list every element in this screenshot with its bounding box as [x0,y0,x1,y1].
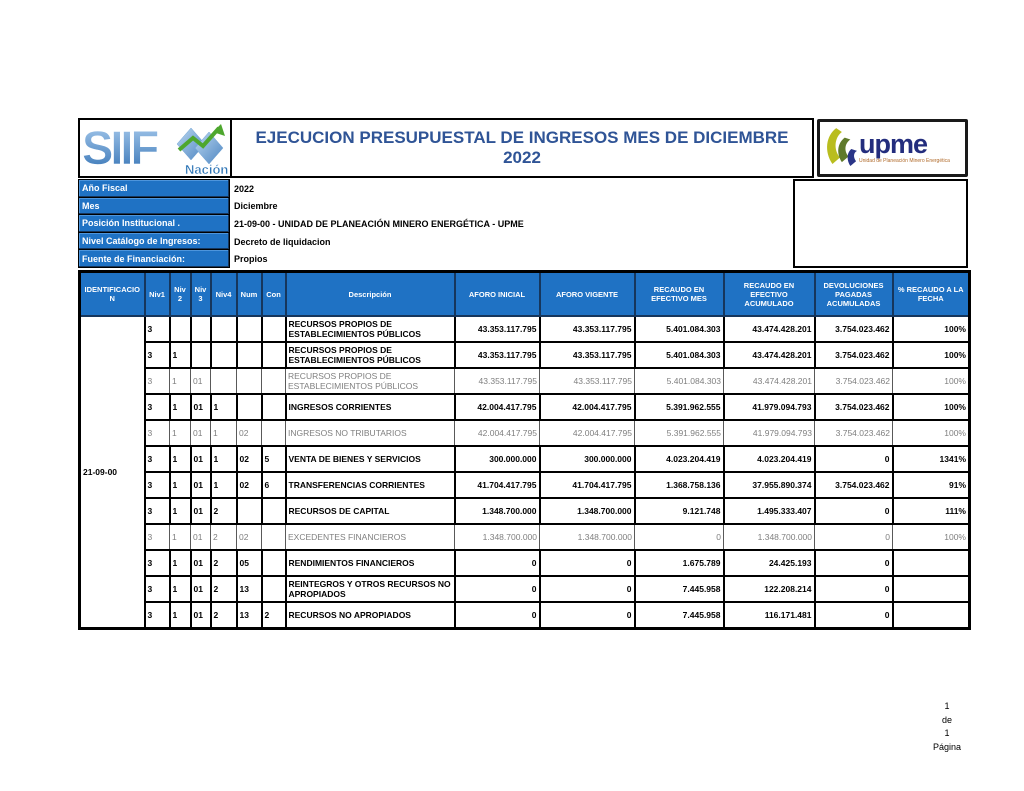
cell-devoluciones: 0 [815,576,893,602]
cell-niv4: 2 [211,498,237,524]
cell-recaudo-acumulado: 43.474.428.201 [724,316,815,342]
cell-pct-recaudo: 111% [893,498,970,524]
cell-niv3: 01 [191,368,211,394]
cell-niv3: 01 [191,550,211,576]
cell-pct-recaudo: 100% [893,368,970,394]
table-body [80,316,970,628]
metadata-row-nivel-catalogo [78,233,793,251]
cell-niv2: 1 [170,550,191,576]
cell-devoluciones: 3.754.023.462 [815,368,893,394]
cell-recaudo-acumulado: 37.955.890.374 [724,472,815,498]
cell-aforo-inicial: 42.004.417.795 [455,420,540,446]
cell-aforo-vigente: 43.353.117.795 [540,316,635,342]
cell-recaudo-mes: 5.401.084.303 [635,368,724,394]
cell-devoluciones: 3.754.023.462 [815,342,893,368]
cell-pct-recaudo: 100% [893,420,970,446]
cell-descripcion: TRANSFERENCIAS CORRIENTES [286,472,455,498]
cell-niv3: 01 [191,576,211,602]
cell-niv1: 3 [145,368,170,394]
cell-niv2: 1 [170,498,191,524]
cell-niv2: 1 [170,394,191,420]
cell-descripcion: VENTA DE BIENES Y SERVICIOS [286,446,455,472]
cell-niv3 [191,316,211,342]
siif-logo-text: SIIF [82,121,157,174]
metadata-label: Mes [78,197,230,216]
cell-niv3: 01 [191,446,211,472]
cell-descripcion: RECURSOS PROPIOS DE ESTABLECIMIENTOS PÚBLICOS [286,342,455,368]
cell-niv3: 01 [191,602,211,628]
identification-cell: 21-09-00 [80,316,145,628]
cell-recaudo-acumulado: 43.474.428.201 [724,342,815,368]
cell-pct-recaudo: 91% [893,472,970,498]
cell-pct-recaudo: 100% [893,342,970,368]
metadata-value: Diciembre [234,201,278,212]
cell-num [237,368,262,394]
cell-con [262,576,286,602]
page-number-current: 1 [944,701,950,711]
table-row [80,550,970,576]
cell-niv1: 3 [145,446,170,472]
cell-niv4 [211,368,237,394]
cell-aforo-inicial: 300.000.000 [455,446,540,472]
cell-niv2: 1 [170,420,191,446]
cell-recaudo-mes: 9.121.748 [635,498,724,524]
cell-niv4 [211,342,237,368]
cell-niv4: 2 [211,524,237,550]
page-title: EJECUCION PRESUPUESTAL DE INGRESOS MES DE DICIEMBRE 2022 [255,128,789,167]
cell-pct-recaudo [893,602,970,628]
cell-num: 13 [237,602,262,628]
metadata-value: 21-09-00 - UNIDAD DE PLANEACIÓN MINERO ENERGÉTICA - UPME [234,218,524,229]
table-row [80,368,970,394]
upme-wordmark [859,129,950,164]
table-row [80,420,970,446]
column-header-niv3: Niv 3 [191,272,211,317]
cell-devoluciones: 3.754.023.462 [815,420,893,446]
cell-pct-recaudo [893,576,970,602]
cell-devoluciones: 0 [815,498,893,524]
metadata-row-ano-fiscal [78,180,793,198]
cell-con [262,550,286,576]
cell-descripcion: RECURSOS NO APROPIADOS [286,602,455,628]
cell-con [262,368,286,394]
cell-aforo-vigente: 300.000.000 [540,446,635,472]
cell-devoluciones: 0 [815,446,893,472]
metadata-value: Decreto de liquidacion [234,236,331,247]
cell-pct-recaudo: 100% [893,316,970,342]
table-row [80,316,970,342]
cell-recaudo-mes: 0 [635,524,724,550]
cell-niv1: 3 [145,550,170,576]
cell-num [237,394,262,420]
table-row [80,342,970,368]
cell-aforo-vigente: 0 [540,550,635,576]
cell-aforo-vigente: 0 [540,602,635,628]
cell-niv3 [191,342,211,368]
cell-descripcion: EXCEDENTES FINANCIEROS [286,524,455,550]
cell-niv2: 1 [170,602,191,628]
cell-niv2: 1 [170,368,191,394]
cell-niv4: 2 [211,576,237,602]
cell-con: 5 [262,446,286,472]
cell-recaudo-acumulado: 1.495.333.407 [724,498,815,524]
cell-niv2: 1 [170,342,191,368]
cell-recaudo-acumulado: 43.474.428.201 [724,368,815,394]
cell-num [237,316,262,342]
cell-niv2: 1 [170,446,191,472]
cell-recaudo-acumulado: 1.348.700.000 [724,524,815,550]
cell-descripcion: RECURSOS PROPIOS DE ESTABLECIMIENTOS PÚBLICOS [286,368,455,394]
cell-num: 02 [237,524,262,550]
cell-descripcion: RECURSOS PROPIOS DE ESTABLECIMIENTOS PÚBLICOS [286,316,455,342]
siif-logo-graphic [81,120,229,176]
metadata-row-mes [78,198,793,216]
cell-con: 6 [262,472,286,498]
cell-num: 02 [237,446,262,472]
metadata-label: Año Fiscal [78,179,230,198]
cell-descripcion: INGRESOS CORRIENTES [286,394,455,420]
cell-recaudo-mes: 5.391.962.555 [635,420,724,446]
cell-recaudo-acumulado: 122.208.214 [724,576,815,602]
table-row [80,602,970,628]
page-label: Página [932,741,962,752]
cell-niv3: 01 [191,420,211,446]
column-header-recaudo-acumulado: RECAUDO EN EFECTIVO ACUMULADO [724,272,815,317]
cell-recaudo-mes: 5.401.084.303 [635,342,724,368]
cell-aforo-inicial: 0 [455,602,540,628]
cell-aforo-vigente: 42.004.417.795 [540,394,635,420]
cell-niv1: 3 [145,420,170,446]
cell-niv4: 1 [211,394,237,420]
cell-recaudo-acumulado: 41.979.094.793 [724,394,815,420]
cell-recaudo-acumulado: 4.023.204.419 [724,446,815,472]
metadata-label: Nivel Catálogo de Ingresos: [78,232,230,251]
cell-devoluciones: 0 [815,602,893,628]
cell-aforo-inicial: 1.348.700.000 [455,524,540,550]
column-header-recaudo-mes: RECAUDO EN EFECTIVO MES [635,272,724,317]
cell-aforo-vigente: 43.353.117.795 [540,342,635,368]
cell-aforo-vigente: 42.004.417.795 [540,420,635,446]
column-header-niv1: Niv1 [145,272,170,317]
cell-descripcion: REINTEGROS Y OTROS RECURSOS NO APROPIADOS [286,576,455,602]
cell-aforo-inicial: 43.353.117.795 [455,316,540,342]
cell-recaudo-acumulado: 41.979.094.793 [724,420,815,446]
cell-niv4: 1 [211,472,237,498]
cell-con [262,524,286,550]
cell-con [262,420,286,446]
page-of-label: de [941,714,952,725]
cell-con [262,394,286,420]
cell-num: 13 [237,576,262,602]
cell-recaudo-mes: 7.445.958 [635,576,724,602]
siif-mountains-icon [177,124,225,164]
cell-pct-recaudo [893,550,970,576]
cell-num [237,342,262,368]
cell-niv1: 3 [145,316,170,342]
column-header-aforo-inicial: AFORO INICIAL [455,272,540,317]
column-header-pct-recaudo: % RECAUDO A LA FECHA [893,272,970,317]
report-header-band [78,118,814,178]
cell-recaudo-mes: 1.675.789 [635,550,724,576]
cell-niv2: 1 [170,576,191,602]
cell-num: 05 [237,550,262,576]
metadata-value: 2022 [234,183,255,194]
cell-recaudo-acumulado: 24.425.193 [724,550,815,576]
column-header-aforo-vigente: AFORO VIGENTE [540,272,635,317]
cell-niv3: 01 [191,524,211,550]
cell-niv1: 3 [145,524,170,550]
cell-niv2: 1 [170,472,191,498]
cell-niv3: 01 [191,498,211,524]
metadata-label: Posición Institucional . [78,214,230,233]
cell-devoluciones: 0 [815,550,893,576]
cell-num [237,498,262,524]
column-header-descripcion: Descripción [286,272,455,317]
metadata-value: Propios [234,254,268,265]
cell-recaudo-mes: 5.391.962.555 [635,394,724,420]
metadata-row-posicion-institucional [78,215,793,233]
column-header-identificacion: IDENTIFICACION [80,272,145,317]
upme-logo [817,119,968,177]
cell-aforo-vigente: 1.348.700.000 [540,498,635,524]
metadata-row-fuente-financiacion [78,250,793,268]
cell-devoluciones: 0 [815,524,893,550]
table-header-row [80,272,970,317]
page-number-total: 1 [944,728,950,738]
cell-recaudo-mes: 4.023.204.419 [635,446,724,472]
cell-niv3: 01 [191,472,211,498]
cell-aforo-vigente: 43.353.117.795 [540,368,635,394]
cell-con: 2 [262,602,286,628]
cell-devoluciones: 3.754.023.462 [815,316,893,342]
column-header-devoluciones: DEVOLUCIONES PAGADAS ACUMULADAS [815,272,893,317]
cell-recaudo-mes: 1.368.758.136 [635,472,724,498]
cell-aforo-inicial: 1.348.700.000 [455,498,540,524]
metadata-label: Fuente de Financiación: [78,249,230,268]
upme-leaves-icon [823,126,857,170]
table-row [80,394,970,420]
table-row [80,446,970,472]
cell-pct-recaudo: 100% [893,394,970,420]
cell-niv2: 1 [170,524,191,550]
cell-num: 02 [237,472,262,498]
metadata-block [78,180,793,268]
budget-table [78,270,971,630]
column-header-niv4: Niv4 [211,272,237,317]
page-indicator [917,700,977,754]
upme-logo-text: upme [859,129,928,160]
cell-niv1: 3 [145,498,170,524]
cell-niv4: 1 [211,446,237,472]
cell-aforo-inicial: 42.004.417.795 [455,394,540,420]
cell-niv1: 3 [145,342,170,368]
cell-aforo-vigente: 1.348.700.000 [540,524,635,550]
cell-aforo-inicial: 0 [455,576,540,602]
cell-devoluciones: 3.754.023.462 [815,472,893,498]
upme-logo-tagline: Unidad de Planeación Minero Energética [859,157,950,164]
cell-niv1: 3 [145,472,170,498]
cell-descripcion: INGRESOS NO TRIBUTARIOS [286,420,455,446]
cell-niv4: 1 [211,420,237,446]
cell-niv4 [211,316,237,342]
table-row [80,576,970,602]
cell-niv1: 3 [145,576,170,602]
cell-pct-recaudo: 1341% [893,446,970,472]
cell-niv1: 3 [145,602,170,628]
cell-niv4: 2 [211,550,237,576]
cell-aforo-vigente: 0 [540,576,635,602]
siif-logo [80,120,232,176]
cell-pct-recaudo: 100% [893,524,970,550]
cell-niv1: 3 [145,394,170,420]
column-header-num: Num [237,272,262,317]
cell-recaudo-mes: 5.401.084.303 [635,316,724,342]
cell-num: 02 [237,420,262,446]
cell-con [262,342,286,368]
cell-descripcion: RENDIMIENTOS FINANCIEROS [286,550,455,576]
cell-aforo-inicial: 43.353.117.795 [455,368,540,394]
cell-descripcion: RECURSOS DE CAPITAL [286,498,455,524]
cell-niv3: 01 [191,394,211,420]
table-row [80,472,970,498]
cell-con [262,316,286,342]
cell-aforo-inicial: 43.353.117.795 [455,342,540,368]
cell-recaudo-acumulado: 116.171.481 [724,602,815,628]
column-header-con: Con [262,272,286,317]
cell-niv4: 2 [211,602,237,628]
column-header-niv2: Niv 2 [170,272,191,317]
right-empty-box [793,179,968,268]
cell-con [262,498,286,524]
cell-aforo-inicial: 0 [455,550,540,576]
cell-devoluciones: 3.754.023.462 [815,394,893,420]
cell-recaudo-mes: 7.445.958 [635,602,724,628]
cell-aforo-inicial: 41.704.417.795 [455,472,540,498]
cell-niv2 [170,316,191,342]
cell-aforo-vigente: 41.704.417.795 [540,472,635,498]
siif-logo-subtext: Nación [185,162,229,176]
table-row [80,524,970,550]
table-row [80,498,970,524]
